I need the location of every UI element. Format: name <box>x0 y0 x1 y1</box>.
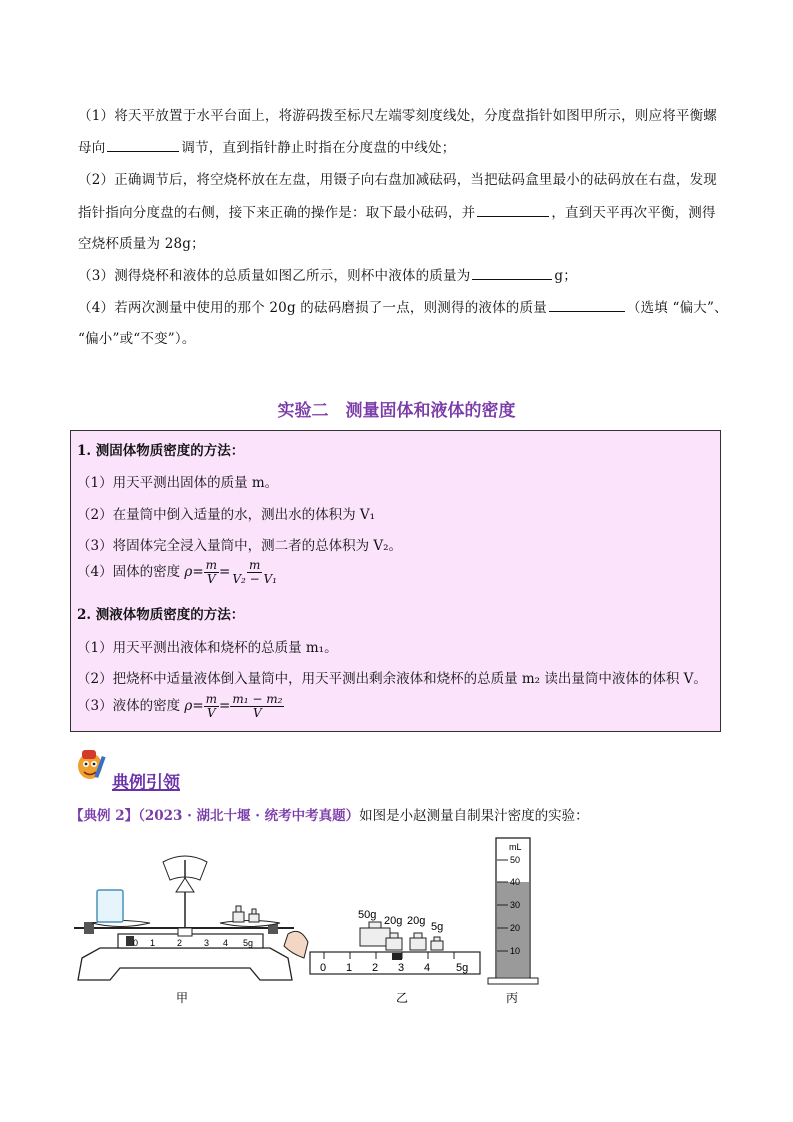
q4-text-a: （4）若两次测量中使用的那个 20g 的砝码磨损了一点，则测得的液体的质量 <box>78 300 547 316</box>
question-1-line-2 <box>78 136 455 156</box>
ruler-tick-0: 0 <box>320 962 327 974</box>
ruler-tick-2: 2 <box>372 962 379 974</box>
rider-marker[interactable] <box>392 953 402 960</box>
weight-label-20g-b: 20g <box>407 915 426 927</box>
question-4-line-2: “偏小”或“不变”）。 <box>78 331 196 347</box>
q3-text-b: g； <box>554 268 577 284</box>
label-jia: 甲 <box>176 991 189 1005</box>
cyl-tick-40: 40 <box>510 877 521 887</box>
weight-label-50g: 50g <box>358 909 377 921</box>
question-2-line-1: （2）正确调节后，将空烧杯放在左盘，用镊子向右盘加减砝码，当把砝码盒里最小的砝码放在右盘，发现 <box>78 172 717 188</box>
equals-sign-2: = <box>219 564 231 580</box>
balance-tick-1: 1 <box>150 938 156 948</box>
example-tag: 【典例 2】 <box>70 808 139 824</box>
question-2-line-2 <box>78 201 716 221</box>
solid-step-2: （2）在量筒中倒入适量的水，测出水的体积为 V₁ <box>77 507 376 523</box>
fraction-m1m2-over-v <box>230 693 284 720</box>
hand-icon <box>284 931 308 958</box>
scale-reading-diagram <box>310 909 480 1005</box>
question-2-line-3: 空烧杯质量为 28g； <box>78 236 205 252</box>
liquid-step-3 <box>77 693 284 720</box>
balance-tick-5g: 5g <box>243 938 254 948</box>
answer-blank-3[interactable] <box>472 265 552 280</box>
q2-text-a: 指针指向分度盘的右侧，接下来正确的操作是：取下最小砝码，并 <box>78 205 476 221</box>
question-4-line-1 <box>78 296 728 316</box>
label-yi: 乙 <box>396 991 409 1005</box>
cyl-tick-30: 30 <box>510 900 521 910</box>
liquid-step-1: （1）用天平测出液体和烧杯的总质量 m₁。 <box>77 640 338 656</box>
denominator-v: V <box>207 572 216 586</box>
example-2-line <box>70 804 589 824</box>
q2-text-b: ，直到天平再次平衡，测得 <box>551 205 716 221</box>
balance-tick-3: 3 <box>204 938 210 948</box>
liquid-step-2: （2）把烧杯中适量液体倒入量筒中，用天平测出剩余液体和烧杯的总质量 m₂ 读出量筒中液体的体积 V。 <box>77 671 707 687</box>
weight-label-20g-a: 20g <box>384 915 403 927</box>
beaker-icon <box>97 890 123 922</box>
ruler-tick-3: 3 <box>398 962 405 974</box>
solid-step-1: （1）用天平测出固体的质量 m。 <box>77 475 279 491</box>
solid-step-4 <box>77 559 279 586</box>
question-3-line <box>78 264 577 284</box>
solid-step-4-label: （4）固体的密度 <box>77 564 181 580</box>
balance-tick-4: 4 <box>223 938 229 948</box>
numerator-m1-m2: m₁ − m₂ <box>232 692 283 706</box>
weight-label-5g: 5g <box>431 921 444 933</box>
ruler-tick-4: 4 <box>424 962 431 974</box>
balance-diagram <box>74 856 308 1005</box>
method-box <box>70 430 721 732</box>
equals-sign-1: = <box>192 564 204 580</box>
rho-symbol-2: ρ <box>184 698 193 714</box>
ruler-tick-1: 1 <box>346 962 353 974</box>
fraction-m-over-v <box>204 559 219 586</box>
section-title: 实验二 测量固体和液体的密度 <box>277 401 516 421</box>
pencil-mascot-icon <box>72 744 108 784</box>
q1-text-b: 调节，直到指针静止时指在分度盘的中线处； <box>181 140 456 156</box>
solid-heading: 1. 测固体物质密度的方法： <box>77 443 245 459</box>
q4-text-b: （选填 “偏大”、 <box>626 300 728 316</box>
question-1-line-1: （1）将天平放置于水平台面上，将游码拨至标尺左端零刻度线处，分度盘指针如图甲所示，则应将平衡螺 <box>78 108 717 124</box>
graduated-cylinder <box>488 838 538 1005</box>
balance-tick-0: 0 <box>133 938 139 948</box>
denominator-v-2: V <box>207 706 216 720</box>
liquid-step-3-label: （3）液体的密度 <box>77 698 181 714</box>
cyl-tick-10: 10 <box>510 946 521 956</box>
equals-sign-4: = <box>219 698 231 714</box>
answer-blank-4[interactable] <box>549 297 625 312</box>
example-text: 如图是小赵测量自制果汁密度的实验： <box>359 808 589 824</box>
experiment-figure <box>60 830 540 1020</box>
cylinder-unit: mL <box>509 842 522 852</box>
example-section-title: 典例引领 <box>112 773 180 793</box>
cyl-tick-50: 50 <box>510 855 521 865</box>
q1-text-a: 母向 <box>78 140 106 156</box>
numerator-m: m <box>205 558 218 572</box>
numerator-m-2: m <box>248 558 261 572</box>
example-source: （2023 · 湖北十堰 · 统考中考真题） <box>138 808 360 824</box>
fraction-m-over-v2v1 <box>230 559 279 586</box>
balance-tick-2: 2 <box>177 938 183 948</box>
q3-text-a: （3）测得烧杯和液体的总质量如图乙所示，则杯中液体的质量为 <box>78 268 471 284</box>
ruler-tick-5g: 5g <box>456 962 469 974</box>
cyl-tick-20: 20 <box>510 923 521 933</box>
answer-blank-2[interactable] <box>477 202 549 217</box>
label-bing: 丙 <box>506 991 519 1005</box>
answer-blank-1[interactable] <box>107 137 179 152</box>
denominator-v2-v1: V₂ − V₁ <box>232 572 277 586</box>
liquid-heading: 2. 测液体物质密度的方法： <box>77 607 245 623</box>
rho-symbol: ρ <box>184 564 193 580</box>
equals-sign-3: = <box>192 698 204 714</box>
fraction-m-over-v-2 <box>204 693 219 720</box>
denominator-v-3: V <box>253 706 262 720</box>
solid-step-3: （3）将固体完全浸入量筒中，测二者的总体积为 V₂。 <box>77 538 403 554</box>
numerator-m-3: m <box>205 692 218 706</box>
